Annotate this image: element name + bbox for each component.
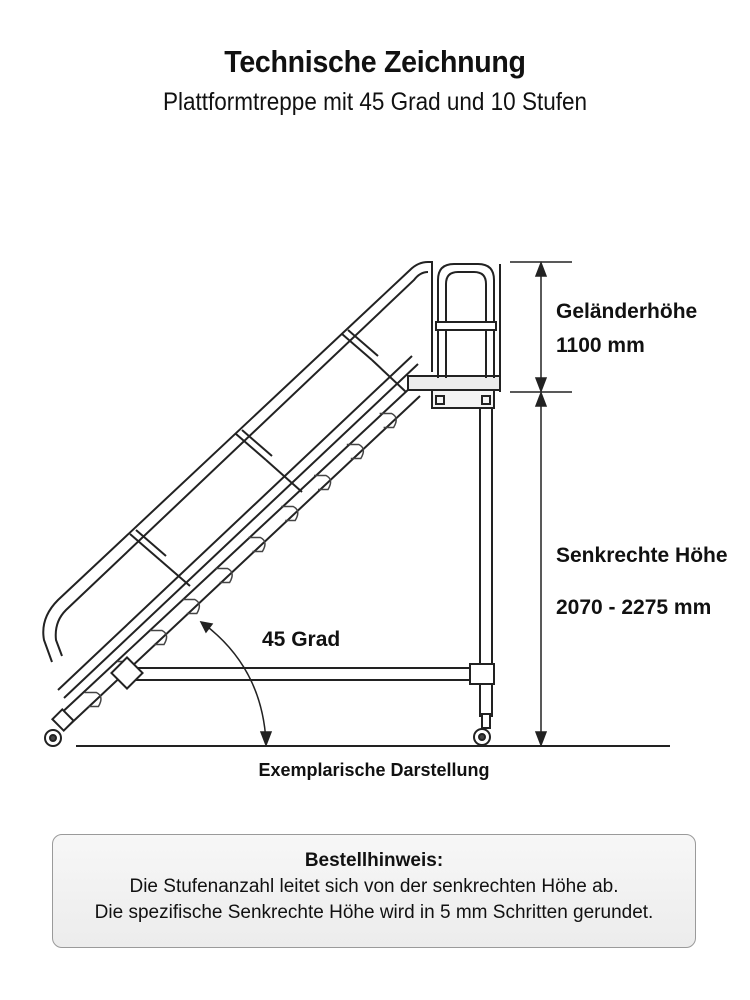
vertical-height-value: 2070 - 2275 mm <box>556 596 712 619</box>
vertical-height-dimension <box>536 393 546 745</box>
rear-leg <box>474 408 492 745</box>
order-note-heading: Bestellhinweis: <box>304 850 444 871</box>
cross-brace <box>111 657 494 688</box>
order-note <box>52 834 696 948</box>
front-wheel <box>45 709 74 746</box>
vertical-height-label: Senkrechte Höhe <box>556 544 728 567</box>
middle-rail <box>58 356 418 698</box>
page-title: Technische Zeichnung <box>224 44 526 79</box>
handrail <box>43 262 432 662</box>
order-note-line-2: Die spezifische Senkrechte Höhe wird in 5 mm Schritten gerundet. <box>94 902 654 923</box>
drawing-caption: Exemplarische Darstellung <box>258 760 490 780</box>
railing-height-dimension <box>510 262 572 392</box>
railing-posts <box>130 330 406 586</box>
angle-indicator <box>201 622 271 745</box>
railing-height-value: 1100 mm <box>556 334 645 357</box>
railing-height-label: Geländerhöhe <box>556 300 698 323</box>
angle-label: 45 Grad <box>262 628 341 651</box>
platform <box>408 376 500 408</box>
platform-railing <box>436 264 500 392</box>
page-subtitle: Plattformtreppe mit 45 Grad und 10 Stufen <box>163 88 587 116</box>
order-note-line-1: Die Stufenanzahl leitet sich von der senkrechten Höhe ab. <box>129 876 619 897</box>
